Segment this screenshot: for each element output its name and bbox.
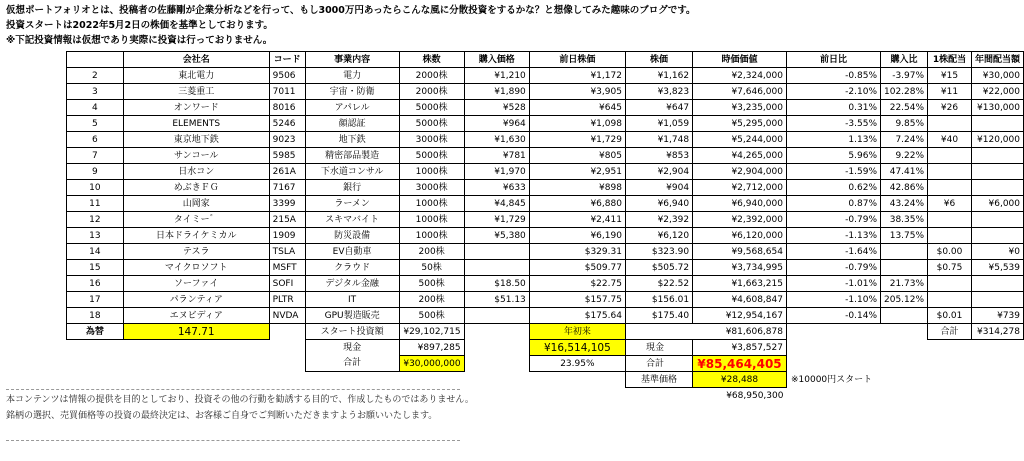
column-header	[67, 52, 124, 68]
table-row	[67, 180, 1024, 196]
table-cell: ¥2,904	[625, 164, 692, 180]
table-cell: $156.01	[625, 292, 692, 308]
table-cell: 地下鉄	[305, 132, 399, 148]
table-cell	[971, 228, 1023, 244]
fx-value: 147.71	[123, 324, 269, 340]
table-cell: ¥853	[625, 148, 692, 164]
table-cell: ¥645	[529, 100, 625, 116]
table-row	[67, 68, 1024, 84]
table-cell: ¥15	[928, 68, 972, 84]
table-cell: 0.31%	[786, 100, 880, 116]
cash-label: 現金	[305, 340, 399, 356]
table-cell	[971, 276, 1023, 292]
table-cell: ¥3,235,000	[693, 100, 787, 116]
portfolio-table	[66, 51, 1024, 403]
table-cell: 1000株	[399, 196, 464, 212]
table-cell: 9.85%	[881, 116, 928, 132]
table-cell: パランティア	[123, 292, 269, 308]
table-cell: $0.01	[928, 308, 972, 324]
table-cell: -3.97%	[881, 68, 928, 84]
table-cell: ¥1,729	[464, 212, 529, 228]
column-header: 株価	[625, 52, 692, 68]
table-cell: 200株	[399, 244, 464, 260]
table-cell	[928, 228, 972, 244]
table-cell: タイミー゛	[123, 212, 269, 228]
table-row	[67, 132, 1024, 148]
table-cell: サンコール	[123, 148, 269, 164]
table-cell: 1.13%	[786, 132, 880, 148]
table-cell: ¥2,951	[529, 164, 625, 180]
market-total-value: ¥81,606,878	[625, 324, 786, 340]
table-cell	[464, 244, 529, 260]
table-cell: TSLA	[269, 244, 305, 260]
table-cell: ¥7,646,000	[693, 84, 787, 100]
table-cell: 3000株	[399, 180, 464, 196]
table-cell: $51.13	[464, 292, 529, 308]
table-cell: 8016	[269, 100, 305, 116]
table-cell: ¥904	[625, 180, 692, 196]
table-row	[67, 228, 1024, 244]
table-cell: ¥2,411	[529, 212, 625, 228]
table-cell	[928, 276, 972, 292]
table-cell: NVDA	[269, 308, 305, 324]
table-cell: 12	[67, 212, 124, 228]
table-cell: ¥5,380	[464, 228, 529, 244]
table-cell: ¥120,000	[971, 132, 1023, 148]
table-cell: -1.01%	[786, 276, 880, 292]
column-header: コード	[269, 52, 305, 68]
summary-row-3	[67, 356, 1024, 372]
table-cell: ¥6,120,000	[693, 228, 787, 244]
table-cell: 261A	[269, 164, 305, 180]
divider-bottom	[6, 440, 460, 441]
table-cell: 102.28%	[881, 84, 928, 100]
table-cell: ¥0	[971, 244, 1023, 260]
table-cell	[971, 116, 1023, 132]
table-cell	[881, 244, 928, 260]
table-cell: ¥3,823	[625, 84, 692, 100]
table-cell: 顔認証	[305, 116, 399, 132]
cash2-label: 現金	[625, 340, 692, 356]
table-cell: ¥5,539	[971, 260, 1023, 276]
start-amount-value: ¥29,102,715	[399, 324, 464, 340]
table-cell: 5246	[269, 116, 305, 132]
intro-text	[6, 3, 696, 48]
start-amount-label: スタート投資額	[305, 324, 399, 340]
table-cell: めぶきＦＧ	[123, 180, 269, 196]
table-cell	[464, 260, 529, 276]
table-cell: ¥6,940	[625, 196, 692, 212]
table-cell: -0.85%	[786, 68, 880, 84]
column-header: 会社名	[123, 52, 269, 68]
table-cell: 防災設備	[305, 228, 399, 244]
table-cell: 13.75%	[881, 228, 928, 244]
table-cell: ¥781	[464, 148, 529, 164]
table-row	[67, 260, 1024, 276]
table-cell	[881, 308, 928, 324]
column-header: 時価価値	[693, 52, 787, 68]
table-cell: ¥647	[625, 100, 692, 116]
table-cell	[928, 180, 972, 196]
table-cell	[971, 148, 1023, 164]
table-cell: ¥1,729	[529, 132, 625, 148]
table-cell: ¥6,190	[529, 228, 625, 244]
summary-row-4	[67, 372, 1024, 388]
table-cell: ¥1,059	[625, 116, 692, 132]
grand-total-value: ¥85,464,405	[693, 356, 787, 372]
table-cell: ¥2,712,000	[693, 180, 787, 196]
table-cell: ELEMENTS	[123, 116, 269, 132]
table-cell: 1909	[269, 228, 305, 244]
table-cell	[971, 180, 1023, 196]
table-cell: マイクロソフト	[123, 260, 269, 276]
table-cell: 精密部品製造	[305, 148, 399, 164]
table-cell: 1000株	[399, 212, 464, 228]
base-price-label: 基準価格	[625, 372, 692, 388]
table-cell: ¥4,845	[464, 196, 529, 212]
table-cell: 2000株	[399, 68, 464, 84]
table-cell: -1.13%	[786, 228, 880, 244]
summary-row-2	[67, 340, 1024, 356]
column-header: 前日比	[786, 52, 880, 68]
table-cell: ¥12,954,167	[693, 308, 787, 324]
table-cell: 500株	[399, 308, 464, 324]
table-cell	[928, 212, 972, 228]
table-cell: 3	[67, 84, 124, 100]
table-cell: 7167	[269, 180, 305, 196]
table-cell: 3000株	[399, 132, 464, 148]
table-cell: 4	[67, 100, 124, 116]
table-cell: 13	[67, 228, 124, 244]
table-cell: スキマバイト	[305, 212, 399, 228]
table-cell: -1.59%	[786, 164, 880, 180]
table-row	[67, 84, 1024, 100]
disclaimer-line-1: 本コンテンツは情報の提供を目的としており、投資その他の行動を勧誘する目的で、作成したものではありません。	[6, 395, 474, 405]
table-cell: $22.75	[529, 276, 625, 292]
table-cell: ¥1,098	[529, 116, 625, 132]
table-cell: ソーファイ	[123, 276, 269, 292]
table-cell: ¥6,940,000	[693, 196, 787, 212]
table-cell	[928, 164, 972, 180]
table-cell: エヌビディア	[123, 308, 269, 324]
table-row	[67, 292, 1024, 308]
table-cell: 5985	[269, 148, 305, 164]
ytd-percent: 23.95%	[529, 356, 625, 372]
table-cell: ¥6,000	[971, 196, 1023, 212]
table-cell: 5.96%	[786, 148, 880, 164]
table-cell	[464, 308, 529, 324]
table-cell: 東北電力	[123, 68, 269, 84]
table-row	[67, 196, 1024, 212]
table-cell: 0.62%	[786, 180, 880, 196]
table-cell: -3.55%	[786, 116, 880, 132]
table-cell: 電力	[305, 68, 399, 84]
table-cell: 9	[67, 164, 124, 180]
table-cell: ¥6,880	[529, 196, 625, 212]
table-cell: 日本ドライケミカル	[123, 228, 269, 244]
header-row	[67, 52, 1024, 68]
table-cell: ラーメン	[305, 196, 399, 212]
total-value: ¥30,000,000	[399, 356, 464, 372]
table-cell: ¥2,904,000	[693, 164, 787, 180]
table-cell: 東京地下鉄	[123, 132, 269, 148]
disclaimer-line-2: 銘柄の選択、売買価格等の投資の最終決定は、お客様ご自身でご判断いただきますようお願いいたします。	[6, 411, 438, 421]
table-cell: ¥26	[928, 100, 972, 116]
table-cell	[971, 212, 1023, 228]
column-header: 株数	[399, 52, 464, 68]
table-cell: EV自動車	[305, 244, 399, 260]
table-row	[67, 100, 1024, 116]
intro-line-1: 仮想ポートフォリオとは、投稿者の佐藤剛が企業分析などを行って、もし3000万円あったらこんな風に分散投資をするかな？と想像してみた趣味のブログです。	[6, 5, 696, 16]
table-cell: $509.77	[529, 260, 625, 276]
table-cell	[971, 164, 1023, 180]
table-row	[67, 116, 1024, 132]
table-cell: 9023	[269, 132, 305, 148]
summary-row-1	[67, 324, 1024, 340]
table-cell: 15	[67, 260, 124, 276]
table-row	[67, 212, 1024, 228]
table-row	[67, 244, 1024, 260]
intro-line-2: 投資スタートは2022年5月2日の株価を基準としております。	[6, 20, 273, 31]
table-cell: ¥1,748	[625, 132, 692, 148]
table-cell: 宇宙・防衛	[305, 84, 399, 100]
ytd-value: ¥16,514,105	[529, 340, 625, 356]
table-cell: ¥1,890	[464, 84, 529, 100]
table-cell: 18	[67, 308, 124, 324]
disclaimer	[6, 392, 474, 424]
table-cell: 1000株	[399, 164, 464, 180]
table-cell: ¥40	[928, 132, 972, 148]
table-cell	[928, 116, 972, 132]
column-header: 1株配当	[928, 52, 972, 68]
table-cell: $323.90	[625, 244, 692, 260]
table-cell: ¥2,324,000	[693, 68, 787, 84]
column-header: 年間配当額	[971, 52, 1023, 68]
table-cell: 500株	[399, 276, 464, 292]
table-cell: 42.86%	[881, 180, 928, 196]
table-cell: ¥6,120	[625, 228, 692, 244]
table-cell: 43.24%	[881, 196, 928, 212]
table-cell: -1.64%	[786, 244, 880, 260]
table-cell: ¥1,162	[625, 68, 692, 84]
table-cell: 5	[67, 116, 124, 132]
table-cell: 200株	[399, 292, 464, 308]
dividend-total-value: ¥314,278	[971, 324, 1023, 340]
table-cell: 7.24%	[881, 132, 928, 148]
table-cell: 山岡家	[123, 196, 269, 212]
ytd-label: 年初来	[529, 324, 625, 340]
table-cell: $0.00	[928, 244, 972, 260]
base-price-value: ¥28,488	[693, 372, 787, 388]
dividend-total-label: 合計	[928, 324, 972, 340]
table-cell: 3399	[269, 196, 305, 212]
table-cell: ¥805	[529, 148, 625, 164]
table-cell: 0.87%	[786, 196, 880, 212]
table-cell: 205.12%	[881, 292, 928, 308]
table-cell: $0.75	[928, 260, 972, 276]
table-cell: 10	[67, 180, 124, 196]
table-cell: ¥2,392	[625, 212, 692, 228]
column-header: 購入比	[881, 52, 928, 68]
table-cell: 17	[67, 292, 124, 308]
table-cell: ¥9,568,654	[693, 244, 787, 260]
table-cell: -0.79%	[786, 260, 880, 276]
table-cell: $175.64	[529, 308, 625, 324]
base-price-note: ※10000円スタート	[790, 374, 873, 385]
table-row	[67, 148, 1024, 164]
table-cell: -0.79%	[786, 212, 880, 228]
table-row	[67, 276, 1024, 292]
table-cell: ¥11	[928, 84, 972, 100]
cash-value: ¥897,285	[399, 340, 464, 356]
table-cell: ¥1,172	[529, 68, 625, 84]
table-cell: 7011	[269, 84, 305, 100]
table-cell	[928, 292, 972, 308]
column-header: 事業内容	[305, 52, 399, 68]
table-cell: MSFT	[269, 260, 305, 276]
table-cell: 2	[67, 68, 124, 84]
table-cell: テスラ	[123, 244, 269, 260]
intro-line-3: ※下記投資情報は仮想であり実際に投資は行っておりません。	[6, 35, 273, 46]
table-cell: 5000株	[399, 116, 464, 132]
table-row	[67, 308, 1024, 324]
table-cell	[971, 292, 1023, 308]
table-cell: 9.22%	[881, 148, 928, 164]
table-cell: $175.40	[625, 308, 692, 324]
cash2-value: ¥3,857,527	[693, 340, 787, 356]
table-cell: GPU製造販売	[305, 308, 399, 324]
table-cell: IT	[305, 292, 399, 308]
column-header: 前日株価	[529, 52, 625, 68]
table-cell: 2000株	[399, 84, 464, 100]
table-cell: 21.73%	[881, 276, 928, 292]
table-cell: オンワード	[123, 100, 269, 116]
table-cell: ¥2,392,000	[693, 212, 787, 228]
table-cell: $505.72	[625, 260, 692, 276]
table-cell: デジタル金融	[305, 276, 399, 292]
table-row	[67, 164, 1024, 180]
table-cell: ¥528	[464, 100, 529, 116]
divider-top	[6, 389, 460, 390]
table-cell: ¥1,210	[464, 68, 529, 84]
table-cell: ¥4,608,847	[693, 292, 787, 308]
extra-value: ¥68,950,300	[726, 390, 784, 401]
table-cell: ¥1,663,215	[693, 276, 787, 292]
grand-total-label: 合計	[625, 356, 692, 372]
table-cell: ¥739	[971, 308, 1023, 324]
table-cell: 日水コン	[123, 164, 269, 180]
table-cell: 22.54%	[881, 100, 928, 116]
total-label: 合計	[305, 356, 399, 372]
table-cell: ¥3,734,995	[693, 260, 787, 276]
table-cell: PLTR	[269, 292, 305, 308]
table-cell: 7	[67, 148, 124, 164]
table-cell: 11	[67, 196, 124, 212]
table-cell: 9506	[269, 68, 305, 84]
table-cell: SOFI	[269, 276, 305, 292]
table-cell: クラウド	[305, 260, 399, 276]
table-cell: ¥4,265,000	[693, 148, 787, 164]
table-cell: 下水道コンサル	[305, 164, 399, 180]
table-cell: -1.10%	[786, 292, 880, 308]
column-header: 購入価格	[464, 52, 529, 68]
table-cell: 三菱重工	[123, 84, 269, 100]
table-cell: ¥633	[464, 180, 529, 196]
table-cell: 1000株	[399, 228, 464, 244]
table-cell	[881, 260, 928, 276]
table-cell: 47.41%	[881, 164, 928, 180]
table-cell: 14	[67, 244, 124, 260]
table-cell: -2.10%	[786, 84, 880, 100]
table-cell: ¥22,000	[971, 84, 1023, 100]
table-cell: ¥3,905	[529, 84, 625, 100]
table-cell: ¥6	[928, 196, 972, 212]
table-cell: ¥5,295,000	[693, 116, 787, 132]
table-cell: 5000株	[399, 148, 464, 164]
table-cell: $157.75	[529, 292, 625, 308]
table-cell: 50株	[399, 260, 464, 276]
table-cell: ¥5,244,000	[693, 132, 787, 148]
table-cell: ¥130,000	[971, 100, 1023, 116]
table-cell: ¥1,970	[464, 164, 529, 180]
table-cell	[928, 148, 972, 164]
table-cell: -0.14%	[786, 308, 880, 324]
table-cell: 銀行	[305, 180, 399, 196]
table-cell: ¥898	[529, 180, 625, 196]
table-cell: アパレル	[305, 100, 399, 116]
table-cell: $18.50	[464, 276, 529, 292]
table-cell: $22.52	[625, 276, 692, 292]
table-cell: $329.31	[529, 244, 625, 260]
table-cell: ¥964	[464, 116, 529, 132]
fx-label: 為替	[67, 324, 124, 340]
table-cell: ¥1,630	[464, 132, 529, 148]
table-cell: 215A	[269, 212, 305, 228]
table-cell: 16	[67, 276, 124, 292]
table-cell: 6	[67, 132, 124, 148]
table-cell: 5000株	[399, 100, 464, 116]
table-cell: 38.35%	[881, 212, 928, 228]
table-cell: ¥30,000	[971, 68, 1023, 84]
